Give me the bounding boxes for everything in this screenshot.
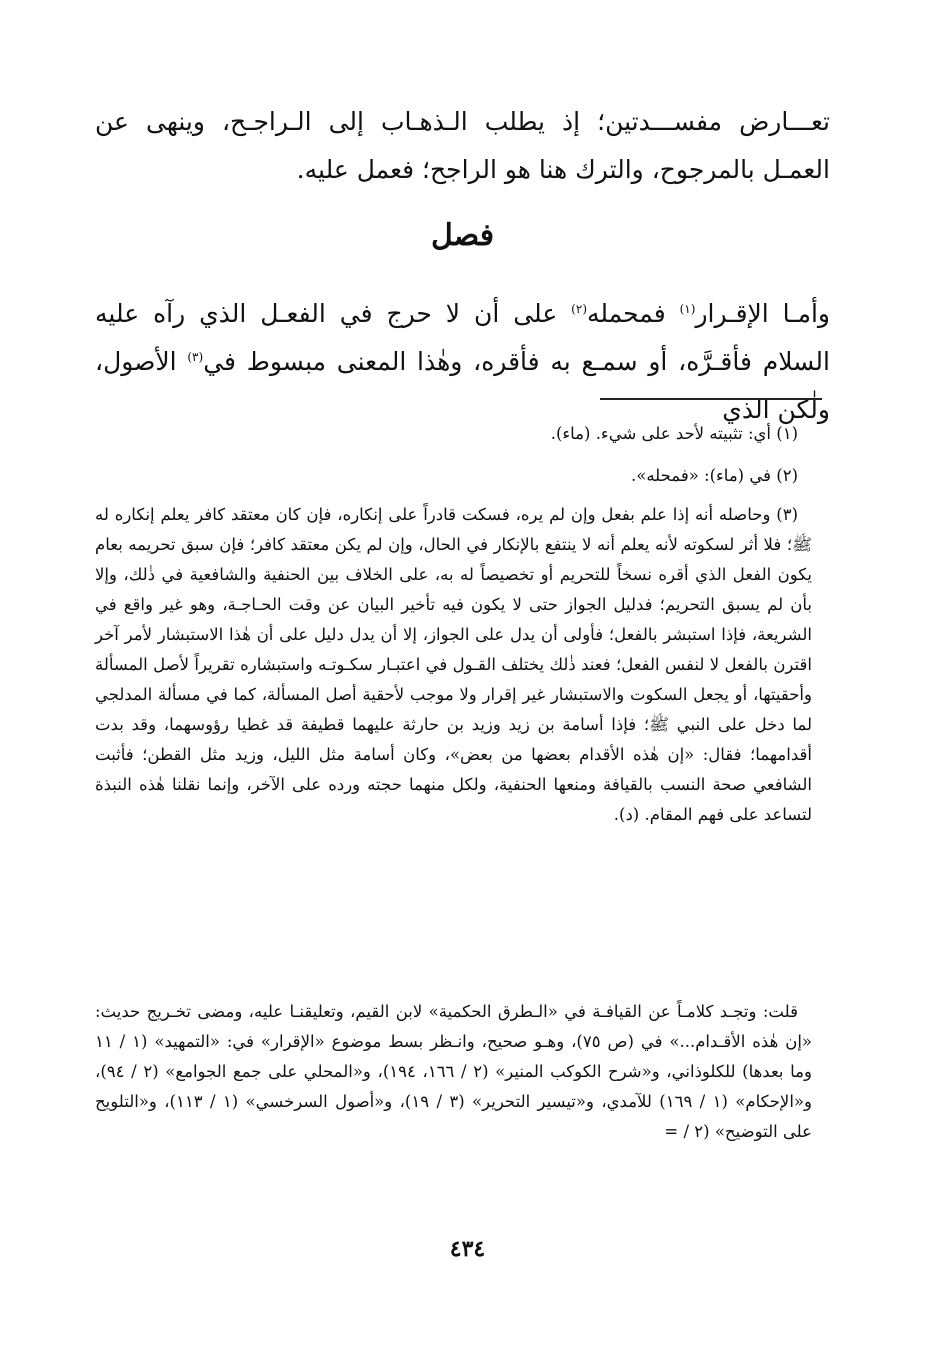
footnote-ref-1[interactable]: (١) bbox=[679, 302, 696, 316]
main-paragraph-1: تعـــارض مفســـدتين؛ إذ يطلب الـذهـاب إلى الـراجـح، وينهى عن العمـل بالمرجوح، والترك هنا هو الراجح؛ فعمل عليه. bbox=[95, 107, 830, 184]
paragraph-2-part-d: الأصول، ولٰكن الذي bbox=[95, 347, 830, 424]
footnote-3 bbox=[95, 500, 812, 830]
main-paragraph-2 bbox=[95, 290, 830, 434]
paragraph-2-part-b: فمحمله bbox=[587, 299, 680, 328]
paragraph-2-part-c: على أن لا حرج في الفعـل الذي رآه عليه السلام فأقـرَّه، أو سمـع به فأقره، وهٰذا المعنى مبسوط في bbox=[95, 299, 830, 376]
footnote-2-text: (٢) في (ماء): «فمحله». bbox=[630, 466, 798, 485]
footnote-separator bbox=[600, 398, 822, 400]
footnote-ref-2[interactable]: (٢) bbox=[571, 302, 587, 316]
footnote-1-text: (١) أي: تثبيته لأحد على شيء. (ماء). bbox=[550, 424, 798, 443]
footnote-1 bbox=[95, 419, 812, 449]
editor-note bbox=[95, 997, 812, 1147]
footnote-2 bbox=[95, 461, 812, 491]
paragraph-2-part-a: وأمـا الإقـرار bbox=[695, 299, 831, 328]
section-heading: فصل bbox=[430, 218, 495, 253]
page-number: ٤٣٤ bbox=[449, 1236, 486, 1262]
footnote-3-text: (٣) وحاصله أنه إذا علم بفعل وإن لم يره، فسكت قادراً على إنكاره، فإن كان معتقد كافر يعلم إنكاره له ﷺ؛ فلا أثر لسكوته لأنه يعلم أنه لا ينتفع بالإنكار في الحال، وإن لم يكن معتقد كافر؛ فإن سبق تحريمه بعام يكون الفعل الذي أقره نسخاً للتحريم أو تخصيصاً له به، على الخلاف بين الحنفية والشافعية في ذٰلك، وإلا بأن لم يسبق التحريم؛ فدليل الجواز حتى لا يكون فيه تأخير البيان عن وقت الحـاجـة، وهو غير واقع في الشريعة، فإذا استبشر بالفعل؛ فأولى أن يدل على الجواز، إلا أن يدل دليل على أن هٰذا الاستبشار لأمر آخر اقترن بالفعل لا لنفس الفعل؛ فعند ذٰلك يختلف القـول في اعتبـار سكـوتـه واستبشاره تقريراً لأصل المسألة وأحقيتها، أو يجعل السكوت والاستبشار غير إقرار ولا موجب لأحقية أصل المسألة، كما في مسألة المدلجي لما دخل على النبي ﷺ؛ فإذا أسامة بن زيد وزيد بن حارثة عليهما قطيفة قد غطيا رؤوسهما، وقد بدت أقدامهما؛ فقال: «إن هٰذه الأقدام بعضها من بعض»، وكان أسامة مثل الليل، وزيد مثل القطن؛ فأثبت الشافعي صحة النسب بالقيافة ومنعها الحنفية، ولكل منهما حجته ورده على الآخر، وإنما نقلنا هٰذه النبذة لتساعد على فهم المقام. (د). bbox=[95, 505, 812, 824]
editor-note-text: قلت: وتجـد كلامـاً عن القيافـة في «الـطرق الحكمية» لابن القيم، وتعليقنـا عليه، ومضى تخـريج حديث: «إن هٰذه الأقـدام...» في (ص ٧٥)، وهـو صحيح، وانـظر بسط موضوع «الإقرار» في: «التمهيد» (١ / ١١ وما بعدها) للكلوذاني، و«شرح الكوكب المنير» (٢ / ١٦٦، ١٩٤)، و«المحلي على جمع الجوامع» (٢ / ٩٤)، و«الإحكام» (١ / ١٦٩) للآمدي، و«تيسير التحرير» (٣ / ١٩)، و«أصول السرخسي» (١ / ١١٣)، و«التلويح على التوضيح» (٢ / = bbox=[95, 1002, 812, 1141]
footnote-ref-3[interactable]: (٣) bbox=[187, 350, 204, 364]
